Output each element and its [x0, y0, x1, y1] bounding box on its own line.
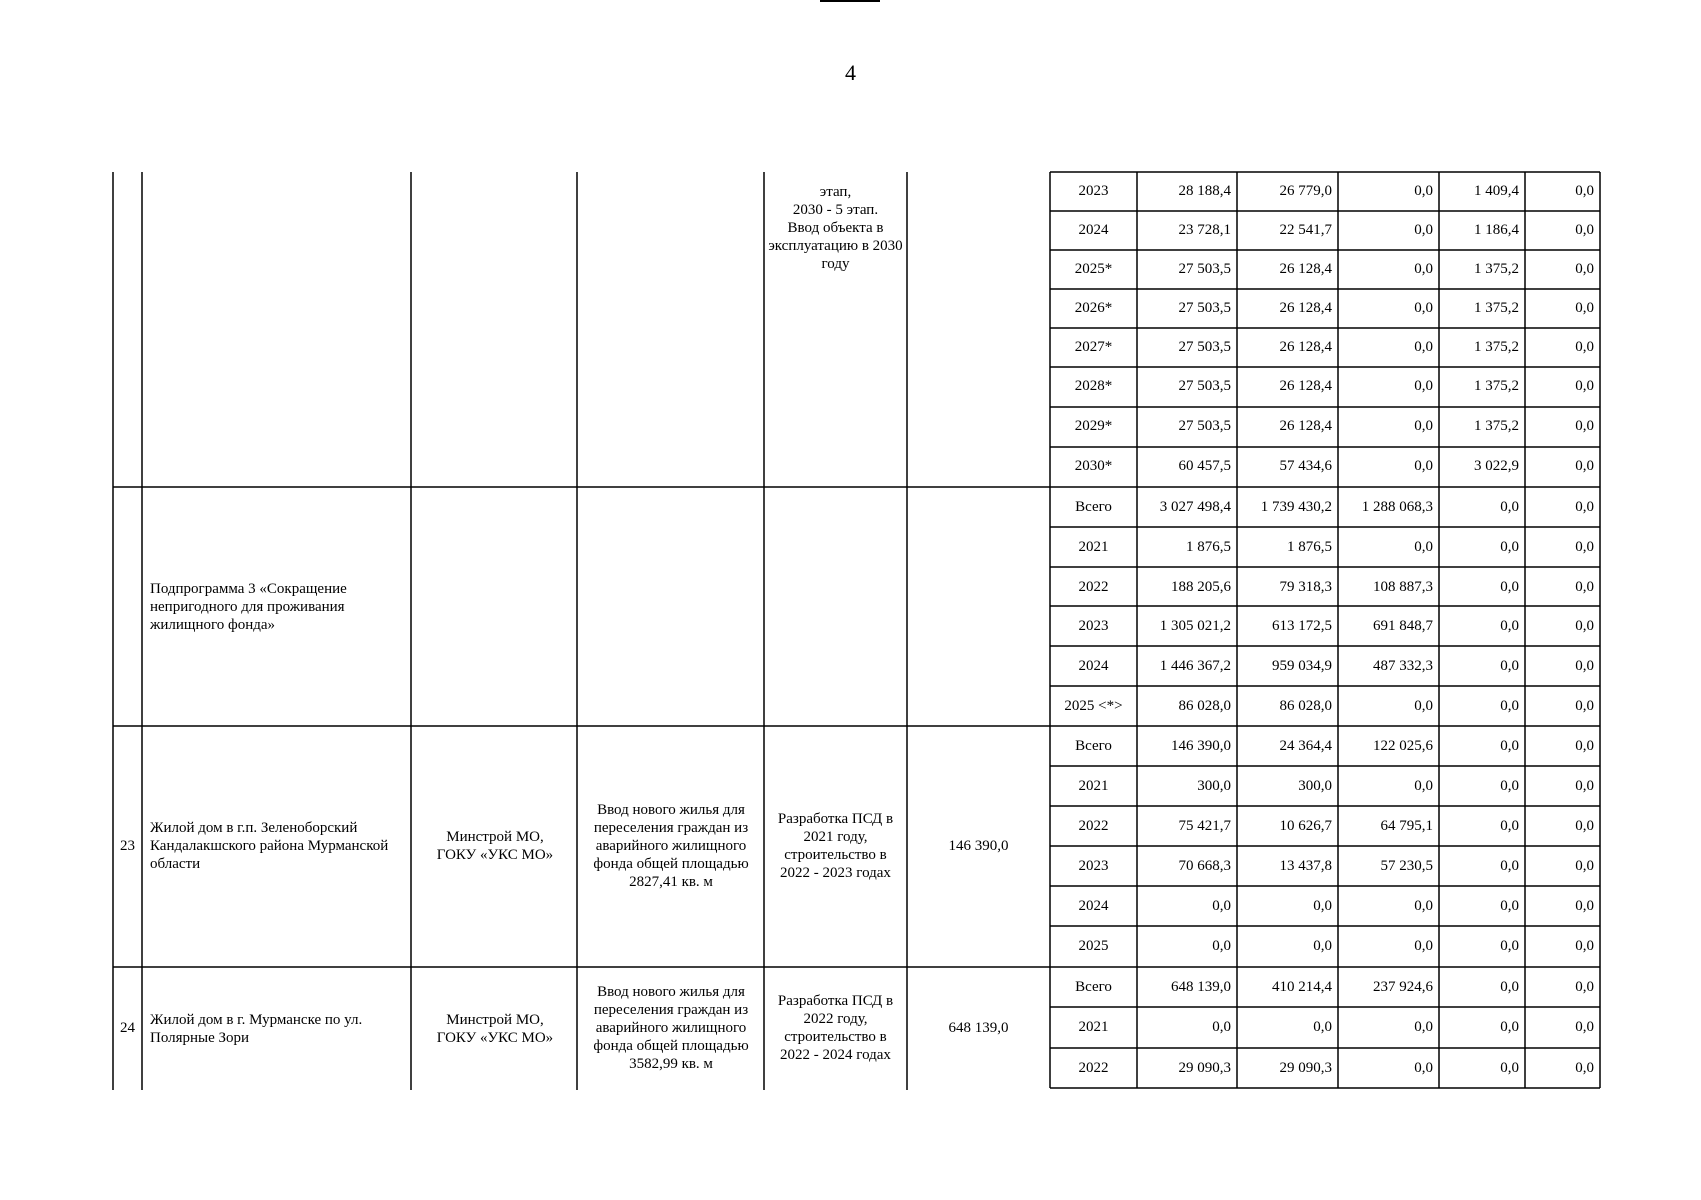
amount-cell: 0,0: [1575, 979, 1594, 995]
amount-cell: 0,0: [1313, 898, 1332, 914]
amount-cell: 0,0: [1575, 1019, 1594, 1035]
amount-cell: 28 188,4: [1178, 183, 1231, 199]
amount-cell: 26 128,4: [1279, 418, 1332, 434]
year-cell: 2024: [1078, 658, 1109, 674]
year-cell: 2022: [1078, 579, 1109, 595]
object-name-24: Жилой дом в г. Мурманске по ул. Полярные Зори: [150, 1012, 363, 1046]
amount-cell: 29 090,3: [1279, 1060, 1332, 1076]
amount-cell: 1 186,4: [1474, 222, 1519, 238]
cost-24: 648 139,0: [948, 1020, 1009, 1036]
amount-cell: 0,0: [1414, 778, 1433, 794]
amount-cell: 0,0: [1414, 222, 1433, 238]
amount-cell: 0,0: [1414, 183, 1433, 199]
amount-cell: 300,0: [1298, 778, 1332, 794]
amount-cell: 0,0: [1500, 938, 1519, 954]
amount-cell: 0,0: [1212, 1019, 1231, 1035]
amount-cell: 0,0: [1500, 778, 1519, 794]
subprogram-title: Подпрограмма 3 «Сокращение непригодного для проживания жилищного фонда»: [150, 581, 347, 633]
amount-cell: 0,0: [1500, 658, 1519, 674]
year-cell: 2023: [1078, 183, 1109, 199]
amount-cell: 0,0: [1414, 1060, 1433, 1076]
amount-cell: 0,0: [1575, 261, 1594, 277]
amount-cell: 0,0: [1500, 499, 1519, 515]
amount-cell: 1 305 021,2: [1159, 618, 1231, 634]
amount-cell: 0,0: [1500, 898, 1519, 914]
amount-cell: 0,0: [1414, 300, 1433, 316]
year-cell: Всего: [1075, 738, 1112, 754]
amount-cell: 0,0: [1500, 818, 1519, 834]
amount-cell: 26 779,0: [1279, 183, 1332, 199]
amount-cell: 0,0: [1575, 898, 1594, 914]
amount-cell: 27 503,5: [1178, 300, 1231, 316]
amount-cell: 86 028,0: [1279, 698, 1332, 714]
amount-cell: 0,0: [1575, 539, 1594, 555]
year-cell: 2022: [1078, 818, 1109, 834]
amount-cell: 0,0: [1575, 618, 1594, 634]
executor-24: Минстрой МО, ГОКУ «УКС МО»: [436, 1012, 554, 1046]
executor-23: Минстрой МО, ГОКУ «УКС МО»: [436, 829, 554, 863]
amount-cell: 26 128,4: [1279, 261, 1332, 277]
year-cell: Всего: [1075, 499, 1112, 515]
amount-cell: 1 375,2: [1474, 300, 1519, 316]
year-cell: 2028*: [1074, 378, 1113, 394]
amount-cell: 0,0: [1414, 938, 1433, 954]
amount-cell: 10 626,7: [1279, 818, 1332, 834]
year-cell: 2023: [1078, 618, 1109, 634]
amount-cell: 300,0: [1197, 778, 1231, 794]
amount-cell: 79 318,3: [1279, 579, 1332, 595]
amount-cell: 0,0: [1414, 458, 1433, 474]
amount-cell: 108 887,3: [1373, 579, 1433, 595]
amount-cell: 0,0: [1500, 858, 1519, 874]
cost-23: 146 390,0: [948, 838, 1009, 854]
amount-cell: 0,0: [1575, 378, 1594, 394]
amount-cell: 122 025,6: [1373, 738, 1433, 754]
amount-cell: 0,0: [1500, 698, 1519, 714]
stage-23: Разработка ПСД в 2021 году, строительство в 2022 - 2023 годах: [777, 811, 894, 881]
amount-cell: 27 503,5: [1178, 418, 1231, 434]
amount-cell: 22 541,7: [1279, 222, 1332, 238]
amount-cell: 0,0: [1500, 539, 1519, 555]
result-23: Ввод нового жилья для переселения граждан из аварийного жилищного фонда общей площадью 2827,41 кв. м: [593, 802, 749, 890]
amount-cell: 188 205,6: [1171, 579, 1231, 595]
stage-24: Разработка ПСД в 2022 году, строительство в 2022 - 2024 годах: [777, 993, 894, 1063]
row-number-24: 24: [120, 1020, 135, 1036]
year-cell: 2025 <*>: [1064, 698, 1123, 714]
amount-cell: 0,0: [1575, 738, 1594, 754]
amount-cell: 23 728,1: [1178, 222, 1231, 238]
year-cell: 2029*: [1074, 418, 1113, 434]
amount-cell: 0,0: [1212, 938, 1231, 954]
row-number-23: 23: [120, 838, 135, 854]
amount-cell: 3 027 498,4: [1159, 499, 1231, 515]
amount-cell: 0,0: [1414, 1019, 1433, 1035]
stage-text-block1: этап, 2030 - 5 этап. Ввод объекта в эксплуатацию в 2030 году: [768, 184, 903, 272]
year-cell: 2025: [1078, 938, 1109, 954]
amount-cell: 70 668,3: [1178, 858, 1231, 874]
year-cell: Всего: [1075, 979, 1112, 995]
amount-cell: 1 375,2: [1474, 418, 1519, 434]
year-cell: 2021: [1078, 1019, 1109, 1035]
amount-cell: 0,0: [1575, 698, 1594, 714]
amount-cell: 648 139,0: [1171, 979, 1231, 995]
year-cell: 2023: [1078, 858, 1109, 874]
amount-cell: 1 288 068,3: [1361, 499, 1433, 515]
amount-cell: 959 034,9: [1272, 658, 1332, 674]
amount-cell: 26 128,4: [1279, 378, 1332, 394]
amount-cell: 26 128,4: [1279, 300, 1332, 316]
amount-cell: 0,0: [1575, 499, 1594, 515]
amount-cell: 146 390,0: [1171, 738, 1231, 754]
amount-cell: 0,0: [1500, 618, 1519, 634]
year-cell: 2024: [1078, 898, 1109, 914]
amount-cell: 0,0: [1575, 938, 1594, 954]
amount-cell: 0,0: [1414, 539, 1433, 555]
amount-cell: 75 421,7: [1178, 818, 1231, 834]
amount-cell: 0,0: [1414, 339, 1433, 355]
amount-cell: 0,0: [1575, 778, 1594, 794]
amount-cell: 613 172,5: [1272, 618, 1332, 634]
year-cell: 2022: [1078, 1060, 1109, 1076]
amount-cell: 0,0: [1575, 339, 1594, 355]
amount-cell: 3 022,9: [1474, 458, 1519, 474]
amount-cell: 57 230,5: [1380, 858, 1433, 874]
amount-cell: 0,0: [1575, 300, 1594, 316]
page-number: 4: [845, 60, 856, 85]
amount-cell: 60 457,5: [1178, 458, 1231, 474]
amount-cell: 1 446 367,2: [1159, 658, 1231, 674]
amount-cell: 27 503,5: [1178, 339, 1231, 355]
amount-cell: 0,0: [1575, 658, 1594, 674]
amount-cell: 0,0: [1500, 738, 1519, 754]
amount-cell: 1 375,2: [1474, 261, 1519, 277]
amount-cell: 27 503,5: [1178, 261, 1231, 277]
amount-cell: 1 739 430,2: [1260, 499, 1332, 515]
amount-cell: 0,0: [1313, 938, 1332, 954]
year-cell: 2021: [1078, 778, 1109, 794]
amount-cell: 410 214,4: [1272, 979, 1332, 995]
amount-cell: 1 876,5: [1287, 539, 1332, 555]
amount-cell: 64 795,1: [1380, 818, 1433, 834]
year-cell: 2026*: [1074, 300, 1113, 316]
amount-cell: 0,0: [1575, 418, 1594, 434]
amount-cell: 0,0: [1575, 1060, 1594, 1076]
amount-cell: 24 364,4: [1279, 738, 1332, 754]
amount-cell: 0,0: [1212, 898, 1231, 914]
amount-cell: 1 375,2: [1474, 378, 1519, 394]
amount-cell: 0,0: [1575, 222, 1594, 238]
year-cell: 2025*: [1074, 261, 1113, 277]
amount-cell: 29 090,3: [1178, 1060, 1231, 1076]
result-24: Ввод нового жилья для переселения граждан из аварийного жилищного фонда общей площадью 3582,99 кв. м: [593, 984, 749, 1072]
amount-cell: 0,0: [1414, 261, 1433, 277]
amount-cell: 0,0: [1414, 698, 1433, 714]
amount-cell: 57 434,6: [1279, 458, 1332, 474]
year-cell: 2030*: [1074, 458, 1113, 474]
amount-cell: 0,0: [1575, 458, 1594, 474]
object-name-23: Жилой дом в г.п. Зеленоборский Кандалакшского района Мурманской области: [150, 820, 389, 872]
amount-cell: 0,0: [1414, 418, 1433, 434]
amount-cell: 0,0: [1575, 858, 1594, 874]
amount-cell: 0,0: [1500, 1060, 1519, 1076]
amount-cell: 26 128,4: [1279, 339, 1332, 355]
amount-cell: 0,0: [1500, 579, 1519, 595]
amount-cell: 691 848,7: [1373, 618, 1433, 634]
amount-cell: 0,0: [1575, 183, 1594, 199]
amount-cell: 0,0: [1414, 898, 1433, 914]
amount-cell: 0,0: [1500, 979, 1519, 995]
amount-cell: 0,0: [1414, 378, 1433, 394]
amount-cell: 487 332,3: [1373, 658, 1433, 674]
year-cell: 2021: [1078, 539, 1109, 555]
year-cell: 2027*: [1074, 339, 1113, 355]
amount-cell: 13 437,8: [1279, 858, 1332, 874]
amount-cell: 0,0: [1313, 1019, 1332, 1035]
amount-cell: 1 876,5: [1186, 539, 1231, 555]
top-scan-mark: [820, 0, 880, 2]
amount-cell: 1 409,4: [1474, 183, 1519, 199]
amount-cell: 0,0: [1575, 818, 1594, 834]
year-cell: 2024: [1078, 222, 1109, 238]
amount-cell: 0,0: [1575, 579, 1594, 595]
amount-cell: 86 028,0: [1178, 698, 1231, 714]
amount-cell: 0,0: [1500, 1019, 1519, 1035]
amount-cell: 237 924,6: [1373, 979, 1433, 995]
amount-cell: 27 503,5: [1178, 378, 1231, 394]
amount-cell: 1 375,2: [1474, 339, 1519, 355]
